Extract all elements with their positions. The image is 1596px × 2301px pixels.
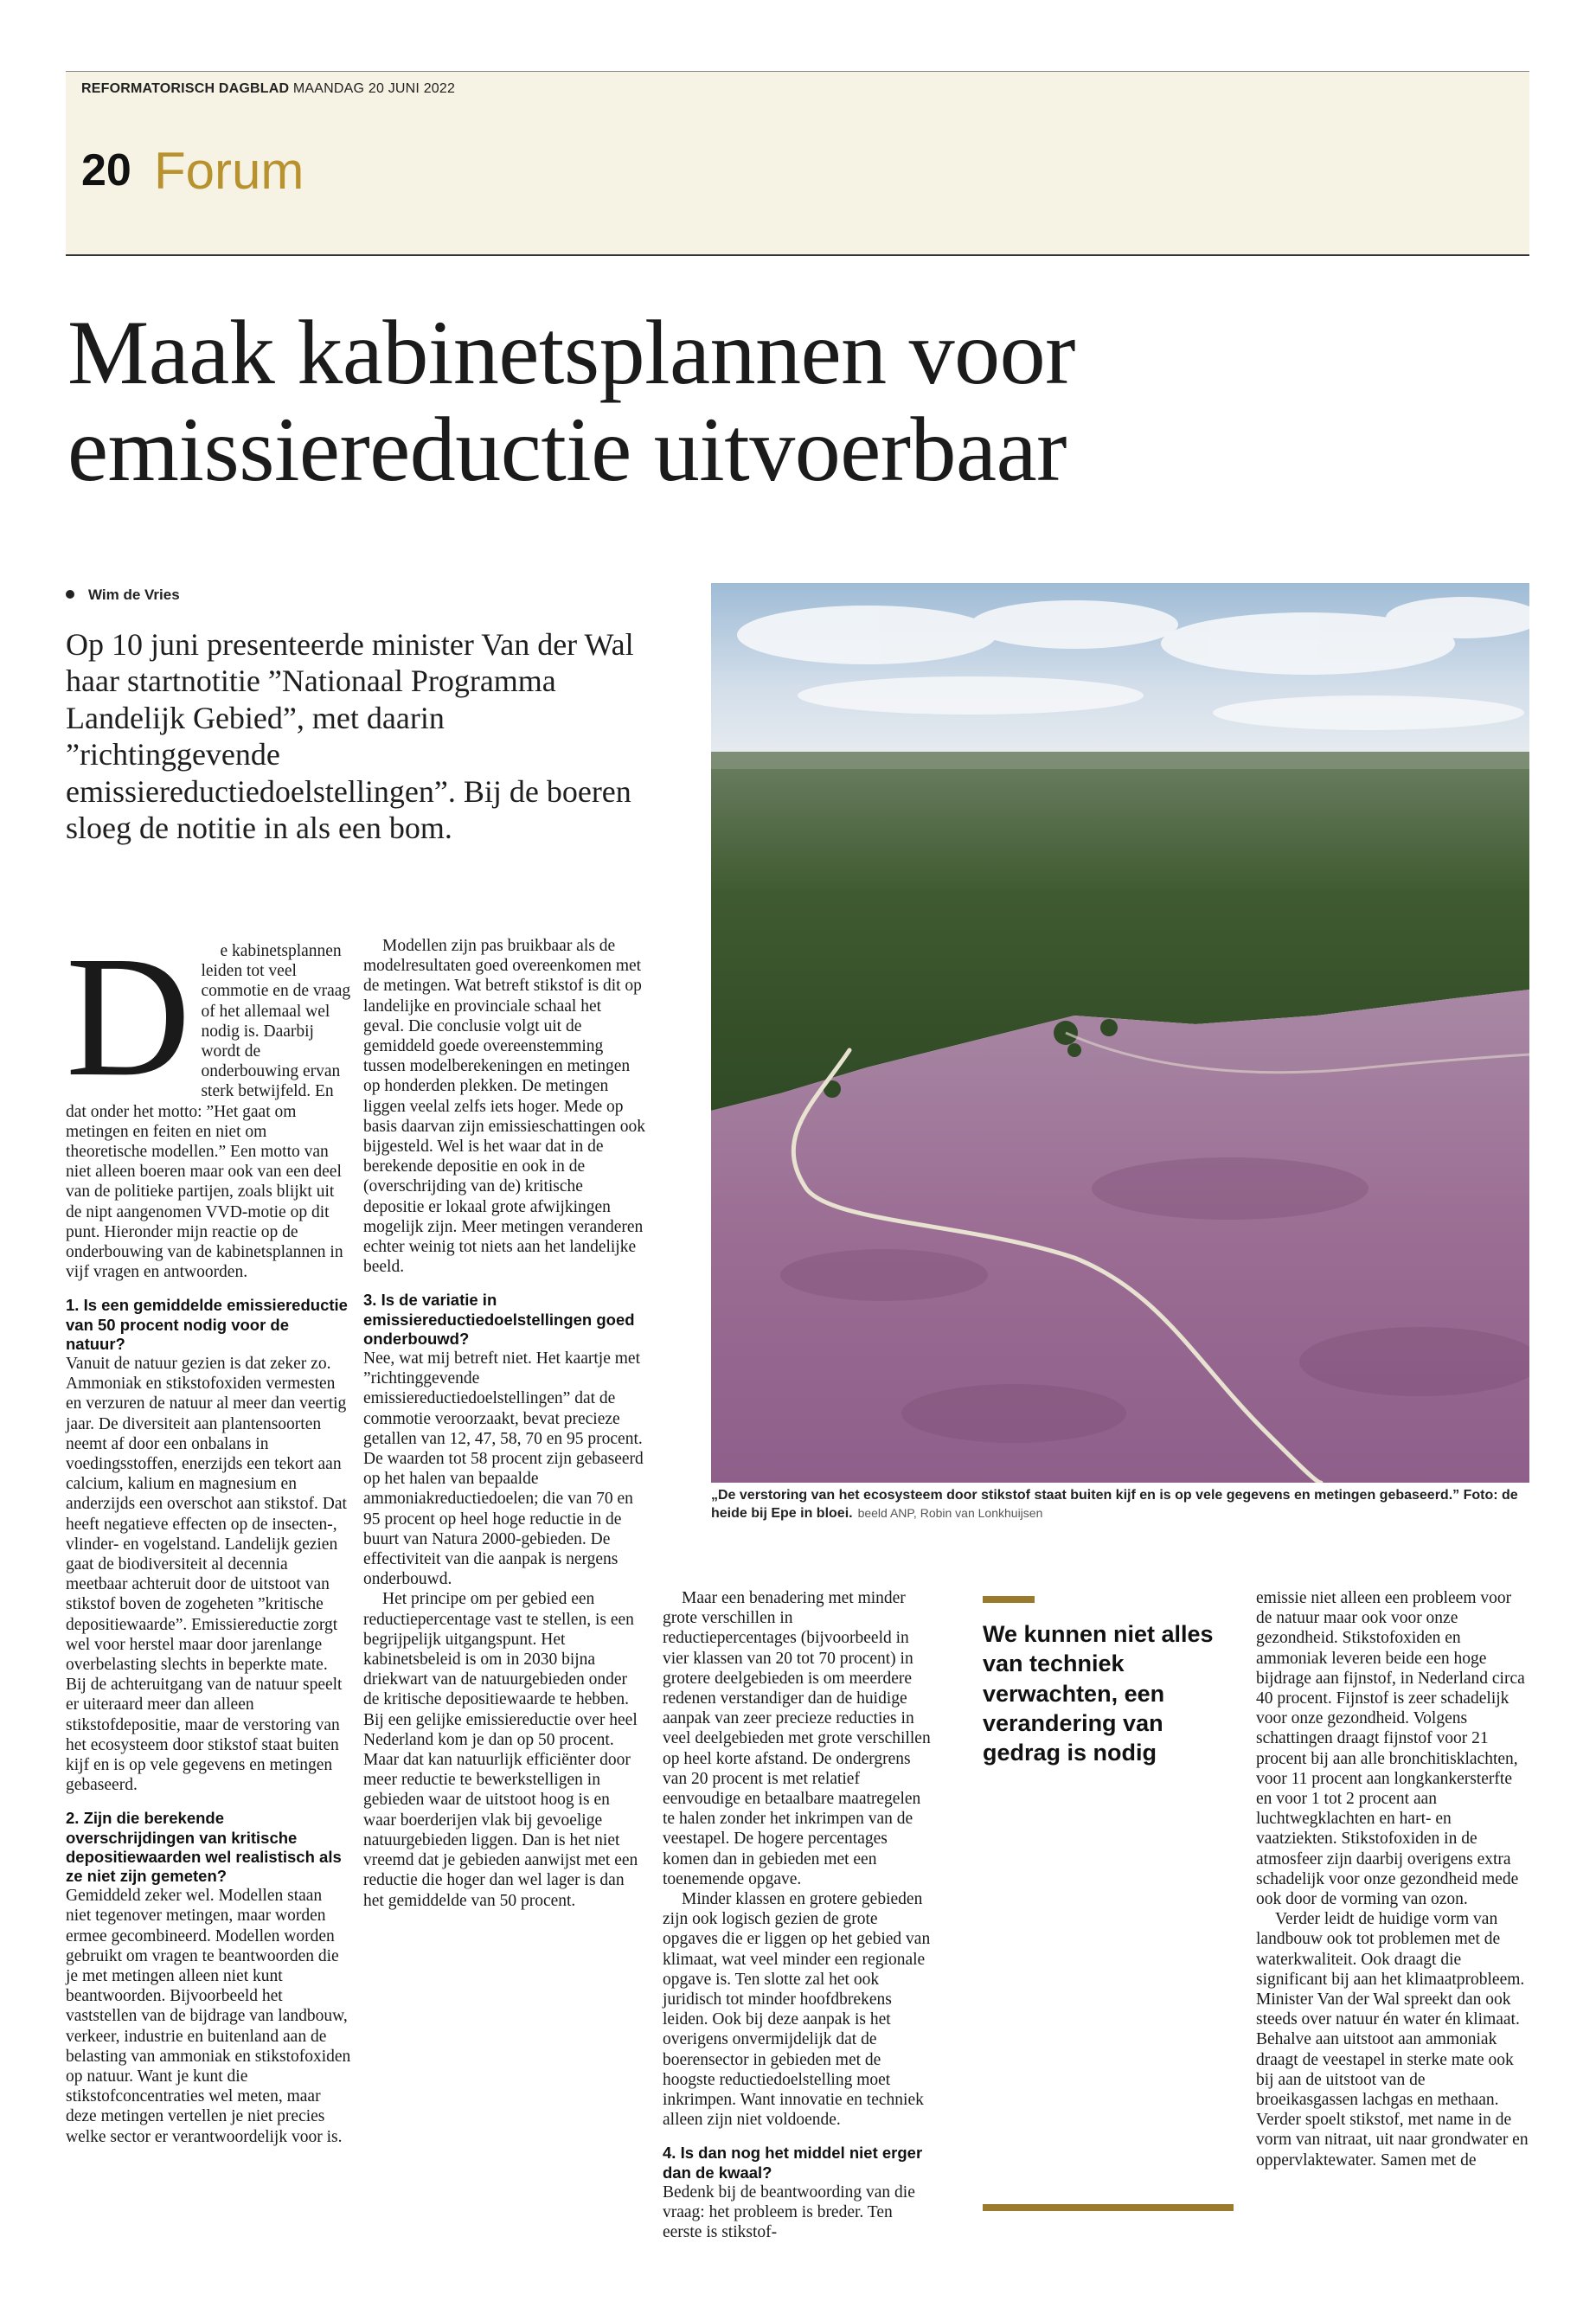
answer-3-paragraph-d: Minder klassen en grotere gebieden zijn ook logisch gezien de grote opgaves die er liggen op het gebied van klimaat, wat veel minder een regionale opgave is. Ten slotte zal het ook juridisch tot minder hoofdbrekens leiden. Ook bij deze aanpak is het overigens onvermijdelijk dat de boerensector in gebieden met de hoogste reductiedoelstelling moet inkrimpen. Want innovatie en techniek alleen zijn niet voldoende. [663, 1890, 931, 2130]
question-1-heading: 1. Is een gemiddelde emissiereductie van 50 procent nodig voor de natuur? [66, 1296, 348, 1353]
column-5-paragraph-b: Verder leidt de huidige vorm van landbouw ook tot problemen met de waterkwaliteit. Ook draagt die significant bij aan het klimaatprobleem. Minister Van der Wal spreekt dan ook steeds over natuur én water én klimaat. Behalve aan uitstoot aan ammoniak draagt de veestapel in sterke mate ook bij aan de uitstoot van de broeikasgassen lachgas en methaan. Verder spoelt stikstof, met name in de vorm van nitraat, uit naar grondwater en oppervlaktewater. Samen met de [1256, 1910, 1529, 2170]
article-column-5 [1256, 1588, 1529, 2170]
author-name: Wim de Vries [88, 586, 180, 603]
question-3-heading: 3. Is de variatie in emissiereductiedoelstellingen goed onderbouwd? [363, 1291, 635, 1348]
heathland-photo [711, 583, 1529, 1483]
article-column-3 [663, 1588, 931, 2242]
headline [67, 304, 1555, 499]
article-column-1 [66, 921, 351, 2147]
answer-4-paragraph: Bedenk bij de beantwoording van die vraag: het probleem is breder. Ten eerste is stikstof- [663, 2182, 915, 2242]
headline-line-1: Maak kabinetsplannen voor [67, 302, 1075, 403]
issue-date: MAANDAG 20 JUNI 2022 [292, 81, 456, 96]
paper-date-line [81, 81, 455, 97]
byline [66, 586, 180, 604]
answer-3-paragraph-b: Het principe om per gebied een reductiepercentage vast te stellen, is een begrijpelijk uitgangspunt. Het kabinetsbeleid is om in 2030 bijna driekwart van de natuurgebieden onder de kritische depositiewaarde te hebben. Bij een gelijke emissiereductie over heel Nederland kom je dan op 50 procent. Maar dat kan natuurlijk efficiënter door meer reductie te bewerkstelligen in gebieden waar de uitstoot hoog is en waar boerderijen vlak bij gevoelige natuurgebieden liggen. Dan is het niet vreemd dat je gebieden aanwijst met een reductie die hoger dan wel lager is dan het gemiddelde van 50 procent. [363, 1590, 638, 1910]
section-title: Forum [154, 142, 304, 200]
caption-text: „De verstoring van het ecosysteem door stikstof staat buiten kijf en is op vele gegevens en metingen gebaseerd.” Foto: de heide bij Epe in bloei. [711, 1488, 1518, 1522]
answer-3-paragraph-a: Nee, wat mij betreft niet. Het kaartje met ”richtinggevende emissiereductiedoelstellingen” dat de commotie veroorzaakt, bevat precieze getallen van 12, 47, 58, 70 en 95 procent. De waarden tot 58 procent zijn gebaseerd op het halen van bepaalde ammoniakreductiedoelen; die van 70 en 95 procent op heel hoge reductie in de buurt van Natura 2000-gebieden. De effectiviteit van die aanpak is nergens onderbouwd. [363, 1349, 644, 1589]
answer-2-paragraph-b: Modellen zijn pas bruikbaar als de modelresultaten goed overeenkomen met de metingen. Wat betreft stikstof is dit op landelijke en provinciale schaal het geval. Die conclusie volgt uit de gemiddeld goede overeenstemming tussen modelberekeningen en metingen op honderden plekken. De metingen liggen veelal zelfs iets hoger. Mede op basis daarvan zijn emissieschattingen ook bijgesteld. Wel is het waar dat in de berekende depositie en ook in de (overschrijding van de) kritische depositie er lokaal grote afwijkingen mogelijk zijn. Meer metingen veranderen echter weinig tot niets aan het landelijke beeld. [363, 937, 645, 1277]
answer-2-paragraph-a: Gemiddeld zeker wel. Modellen staan niet tegenover metingen, maar worden ermee gecombineerd. Modellen worden gebruikt om vragen te beantwoorden die je met metingen alleen niet kunt beantwoorden. Bijvoorbeeld het vaststellen van de bijdrage van landbouw, verkeer, industrie en buitenland aan de belasting van ammoniak en stikstofoxiden op natuur. Want je kunt die stikstofconcentraties wel meten, maar deze metingen vertellen je niet precies welke sector er verantwoordelijk voor is. [66, 1887, 351, 2146]
article-column-2 [363, 936, 645, 1911]
masthead [66, 71, 1529, 256]
lead-paragraph: e kabinetsplannen leiden tot veel commotie en de vraag of het allemaal wel nodig is. Daarbij wordt de onderbouwing ervan sterk betwijfeld. En dat onder het motto: ”Het gaat om metingen en feiten en niet om theoretische modellen.” Een motto van niet alleen boeren maar ook van een deel van de politieke partijen, zoals blijkt uit de nipt aangenomen VVD-motie op dit punt. Hieronder mijn reactie op de onderbouwing van de kabinetsplannen in vijf vragen en antwoorden. [66, 942, 351, 1282]
answer-3-paragraph-c: Maar een benadering met minder grote verschillen in reductiepercentages (bijvoorbeeld in vier klassen van 20 tot 70 procent) in grotere deelgebieden is om meerdere redenen verstandiger dan de huidige aanpak van zeer precieze reducties in veel deelgebieden met grote verschillen op heel korte afstand. De ondergrens van 20 procent is met relatief eenvoudige en betaalbare maatregelen te halen zonder het inkrimpen van de veestapel. De hogere percentages komen dan in gebieden met een toenemende opgave. [663, 1589, 931, 1888]
headline-line-2: emissiereductie uitvoerbaar [67, 399, 1067, 501]
answer-1-paragraph: Vanuit de natuur gezien is dat zeker zo. Ammoniak en stikstofoxiden vermesten en verzuren de natuur al meer dan veertig jaar. De diversiteit aan plantensoorten neemt af door een onbalans in voedingsstoffen, enerzijds een tekort aan calcium, kalium en magnesium en anderzijds een overschot aan stikstof. Dat heeft negatieve effecten op de insecten-, vlinder- en vogelstand. Landelijk gezien gaat de biodiversiteit al decennia meetbaar achteruit door de uitstoot van stikstof boven de zogeheten ”kritische depositiewaarde”. Emissiereductie zorgt wel voor herstel maar door jarenlange overbelasting slechts in beperkte mate. Bij de achteruitgang van de natuur speelt er uiteraard meer dan alleen stikstofdepositie, maar de verstoring van het ecosysteem door stikstof staat buiten kijf en is op vele gegevens en metingen gebaseerd. [66, 1355, 347, 1795]
intro-paragraph: Op 10 juni presenteerde minister Van der Wal haar startnotitie ”Nationaal Programma Landelijk Gebied”, met daarin ”richtinggevende emissiereductiedoelstellingen”. Bij de boeren sloeg de notitie in als een bom. [66, 627, 634, 846]
heathland-illustration [711, 583, 1529, 1483]
paper-name: REFORMATORISCH DAGBLAD [81, 81, 290, 96]
page-number: 20 [81, 145, 131, 195]
pull-quote: We kunnen niet alles van techniek verwachten, een verandering van gedrag is nodig [983, 1621, 1214, 1766]
photo-credit: beeld ANP, Robin van Lonkhuijsen [857, 1506, 1043, 1521]
question-2-heading: 2. Zijn die berekende overschrijdingen van kritische depositiewaarden wel realistisch als ze niet zijn gemeten? [66, 1809, 342, 1886]
column-5-paragraph-a: emissie niet alleen een probleem voor de natuur maar ook voor onze gezondheid. Stikstofoxiden en ammoniak leveren beide een hoge bijdrage aan fijnstof, in Nederland circa 40 procent. Fijnstof is zeer schadelijk voor onze gezondheid. Volgens schattingen draagt fijnstof voor 21 procent bij aan alle bronchitisklachten, voor 11 procent aan longkankersterfte en voor 1 tot 2 procent aan luchtwegklachten en hart- en vaatziekten. Stikstofoxiden in de atmosfeer zijn daarbij overigens extra schadelijk voor onze gezondheid mede ook door de vorming van ozon. [1256, 1589, 1525, 1909]
column-end-rule [983, 2204, 1234, 2211]
quote-accent-rule [983, 1596, 1035, 1603]
photo-caption [711, 1486, 1529, 1523]
question-4-heading: 4. Is dan nog het middel niet erger dan de kwaal? [663, 2144, 923, 2182]
dropcap-letter: D [66, 921, 191, 1112]
bullet-icon [66, 590, 74, 599]
